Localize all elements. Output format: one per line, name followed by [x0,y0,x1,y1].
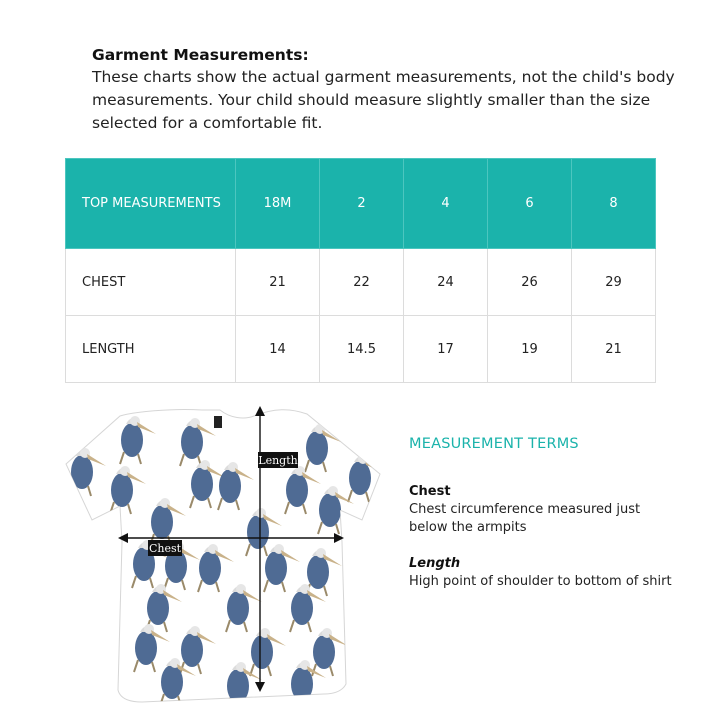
table-cell: 22 [320,249,404,316]
term-name-length: Length [409,556,461,571]
table-cell: 17 [404,316,488,383]
table-cell: 26 [488,249,572,316]
shirt-diagram [62,402,384,708]
row-label: LENGTH [66,316,236,383]
size-header: 6 [488,159,572,249]
term-name-chest: Chest [409,484,451,499]
terms-heading: MEASUREMENT TERMS [409,436,579,452]
shirt-illustration [62,402,384,708]
table-cell: 24 [404,249,488,316]
table-cell: 29 [572,249,656,316]
size-header: 18M [236,159,320,249]
table-cell: 19 [488,316,572,383]
table-cell: 21 [572,316,656,383]
row-label: CHEST [66,249,236,316]
table-cell: 14 [236,316,320,383]
intro [92,44,682,135]
size-header: 2 [320,159,404,249]
term-desc-length: High point of shoulder to bottom of shirt [409,574,672,589]
table-cell: 14.5 [320,316,404,383]
table-header-row [66,159,656,249]
size-chart-table [65,158,656,383]
table-cell: 21 [236,249,320,316]
term-desc-chest: Chest circumference measured just below the armpits [409,502,641,535]
size-header: 8 [572,159,656,249]
chest-tag: Chest [148,542,182,555]
measurement-terms [409,436,679,609]
table-row-chest [66,249,656,316]
table-row-length [66,316,656,383]
intro-body: These charts show the actual garment measurements, not the child's body measurements. Your child should measure slightly smaller than the size selected for a comfortable fit. [92,68,675,132]
label-tag [214,416,222,428]
intro-title: Garment Measurements: [92,46,309,64]
length-tag: Length [258,454,298,467]
size-header: 4 [404,159,488,249]
table-header-label: TOP MEASUREMENTS [66,159,236,249]
